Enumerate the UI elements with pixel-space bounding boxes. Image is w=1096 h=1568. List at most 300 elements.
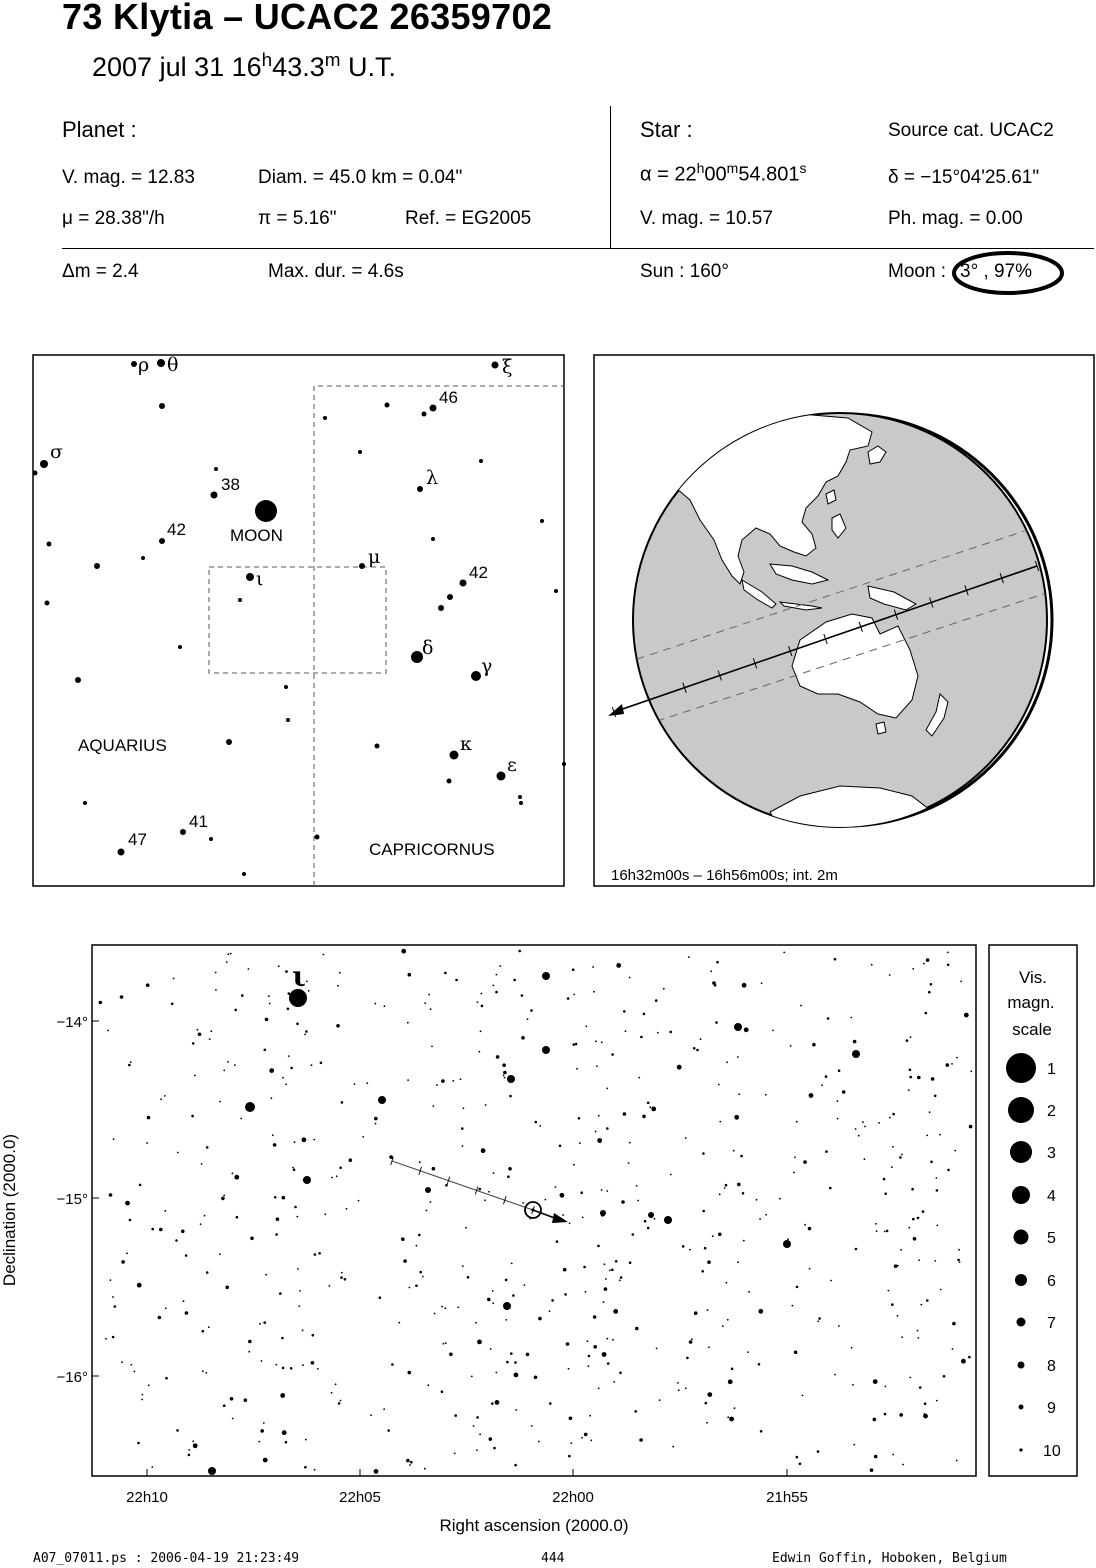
field-star bbox=[223, 1195, 225, 1197]
field-star bbox=[756, 1199, 758, 1201]
field-star bbox=[758, 1363, 761, 1366]
field-star bbox=[521, 994, 524, 997]
field-star bbox=[269, 1003, 271, 1005]
field-star bbox=[794, 1156, 796, 1158]
field-star bbox=[930, 983, 933, 986]
field-star bbox=[389, 1155, 393, 1159]
x-tick-label: 22h10 bbox=[126, 1489, 168, 1506]
field-star bbox=[597, 1245, 600, 1248]
field-star bbox=[146, 983, 150, 987]
field-star bbox=[271, 1097, 273, 1099]
field-star bbox=[604, 1287, 608, 1291]
field-star bbox=[620, 1276, 623, 1279]
field-star bbox=[441, 1306, 443, 1308]
field-star bbox=[445, 1342, 447, 1344]
field-star bbox=[704, 1247, 707, 1250]
field-star bbox=[318, 1252, 321, 1255]
field-star bbox=[581, 1437, 583, 1439]
field-star bbox=[370, 1414, 372, 1416]
field-star bbox=[744, 1027, 749, 1032]
field-star bbox=[889, 974, 891, 976]
field-star bbox=[158, 1316, 162, 1320]
field-star bbox=[183, 1300, 185, 1302]
field-star bbox=[329, 1285, 331, 1287]
field-star bbox=[302, 1329, 304, 1331]
field-star bbox=[924, 1402, 927, 1405]
field-star bbox=[923, 1414, 928, 1419]
field-star bbox=[185, 1311, 189, 1315]
field-star bbox=[936, 1189, 939, 1192]
field-star bbox=[137, 1442, 140, 1445]
field-star bbox=[934, 1260, 936, 1262]
capricornus-text: CAPRICORNUS bbox=[369, 840, 495, 859]
field-star bbox=[176, 1429, 179, 1432]
field-star bbox=[726, 1282, 728, 1284]
field-star bbox=[514, 1361, 517, 1364]
alpha-h: h bbox=[696, 160, 705, 176]
field-star bbox=[511, 1263, 513, 1265]
field-star bbox=[909, 1377, 911, 1379]
field-star bbox=[569, 1223, 571, 1225]
field-star bbox=[696, 1049, 699, 1052]
field-star bbox=[549, 1402, 552, 1405]
field-star bbox=[555, 1186, 557, 1188]
star-bright bbox=[542, 1046, 550, 1054]
field-star bbox=[188, 1454, 191, 1457]
field-star bbox=[954, 1150, 956, 1152]
field-star bbox=[480, 1030, 482, 1032]
legend-label: 7 bbox=[1047, 1315, 1056, 1332]
field-star bbox=[314, 1253, 317, 1256]
field-star bbox=[151, 1228, 154, 1231]
field-star bbox=[274, 1196, 277, 1199]
field-star bbox=[323, 954, 325, 956]
field-star bbox=[829, 1187, 832, 1190]
field-star bbox=[919, 1386, 922, 1389]
field-star bbox=[917, 1330, 919, 1332]
field-star bbox=[968, 1356, 971, 1359]
field-star bbox=[837, 1100, 839, 1102]
field-star bbox=[105, 1338, 107, 1340]
field-star bbox=[606, 1338, 608, 1340]
field-star bbox=[534, 1376, 538, 1380]
field-star bbox=[481, 1148, 486, 1153]
planet-mu: μ = 28.38"/h bbox=[62, 208, 165, 229]
field-star bbox=[422, 1276, 424, 1278]
field-star bbox=[374, 1469, 379, 1474]
field-star bbox=[165, 1307, 167, 1309]
field-star bbox=[733, 1150, 735, 1152]
field-star bbox=[705, 1402, 708, 1405]
field-star bbox=[113, 1138, 115, 1140]
field-star bbox=[112, 1296, 114, 1298]
max-duration: Max. dur. = 4.6s bbox=[268, 261, 404, 282]
field-star bbox=[734, 1407, 736, 1409]
field-star bbox=[908, 1089, 910, 1091]
star-bright bbox=[503, 1302, 511, 1310]
field-star bbox=[611, 1269, 614, 1272]
field-star bbox=[513, 979, 516, 982]
field-star bbox=[197, 1029, 199, 1031]
field-star bbox=[926, 958, 930, 962]
field-star bbox=[638, 1077, 640, 1079]
field-star bbox=[279, 1292, 282, 1295]
field-star bbox=[282, 1196, 286, 1200]
field-star bbox=[632, 1233, 635, 1236]
field-star bbox=[724, 1187, 726, 1189]
label-38: 38 bbox=[221, 475, 240, 494]
field-star bbox=[317, 1368, 319, 1370]
field-star bbox=[606, 1190, 608, 1192]
field-star bbox=[125, 1201, 130, 1206]
field-star bbox=[526, 1353, 530, 1357]
field-star bbox=[452, 1080, 454, 1082]
planet-ref: Ref. = EG2005 bbox=[405, 208, 532, 229]
field-star bbox=[956, 1460, 958, 1462]
field-star bbox=[585, 1291, 587, 1293]
field-star bbox=[426, 1210, 428, 1212]
field-star bbox=[634, 1410, 637, 1413]
field-star bbox=[707, 1309, 709, 1311]
field-star bbox=[964, 1013, 969, 1018]
field-star bbox=[714, 984, 717, 987]
field-star bbox=[294, 1206, 297, 1209]
field-star bbox=[909, 1069, 912, 1072]
field-star bbox=[331, 1392, 333, 1394]
field-star bbox=[331, 1177, 333, 1179]
field-star bbox=[503, 1071, 507, 1075]
field-star bbox=[477, 1001, 479, 1003]
field-star bbox=[290, 1067, 293, 1070]
field-star bbox=[647, 1227, 650, 1230]
field-star bbox=[430, 1008, 432, 1010]
field-star bbox=[837, 1118, 839, 1120]
field-star bbox=[596, 1065, 598, 1067]
field-star bbox=[587, 1340, 589, 1342]
field-star bbox=[725, 1184, 728, 1187]
field-star bbox=[883, 1178, 886, 1181]
hour-unit: h bbox=[261, 50, 273, 71]
field-star bbox=[454, 1414, 457, 1417]
field-star bbox=[651, 1107, 656, 1112]
field-star bbox=[635, 1327, 639, 1331]
field-star bbox=[611, 1053, 614, 1056]
alpha-s: s bbox=[799, 160, 807, 176]
field-star bbox=[165, 1377, 168, 1380]
field-star bbox=[499, 965, 501, 967]
field-star bbox=[902, 1464, 904, 1466]
field-star bbox=[527, 1018, 529, 1020]
field-star bbox=[428, 994, 430, 996]
field-star bbox=[760, 1430, 763, 1433]
field-star bbox=[408, 1371, 412, 1375]
field-star bbox=[530, 1009, 533, 1012]
field-star bbox=[206, 1146, 209, 1149]
field-star bbox=[597, 1138, 602, 1143]
field-star bbox=[391, 1363, 394, 1366]
field-star bbox=[339, 972, 341, 974]
field-star bbox=[427, 1384, 429, 1386]
moon-text: MOON bbox=[230, 526, 283, 545]
star-bright bbox=[664, 1216, 672, 1224]
legend-dot bbox=[1015, 1274, 1027, 1286]
field-star bbox=[727, 1319, 729, 1321]
field-star bbox=[917, 1076, 921, 1080]
field-star bbox=[878, 1122, 880, 1124]
iota-label: ι bbox=[292, 960, 306, 993]
field-star bbox=[461, 1127, 464, 1130]
field-star bbox=[897, 1315, 899, 1317]
field-star bbox=[344, 1278, 347, 1281]
field-star bbox=[572, 968, 575, 971]
field-star bbox=[909, 1076, 912, 1079]
legend-label: 4 bbox=[1047, 1188, 1056, 1205]
field-star bbox=[409, 1464, 411, 1466]
field-star bbox=[495, 1372, 497, 1374]
field-star bbox=[219, 1253, 221, 1255]
field-star bbox=[621, 1200, 625, 1204]
field-star bbox=[643, 1013, 646, 1016]
field-star bbox=[623, 1010, 626, 1013]
field-star bbox=[227, 953, 229, 955]
field-star bbox=[510, 1352, 513, 1355]
field-star bbox=[473, 1425, 475, 1427]
field-star bbox=[802, 1395, 804, 1397]
field-star bbox=[689, 1249, 691, 1251]
field-star bbox=[603, 1301, 605, 1303]
field-star bbox=[625, 1030, 627, 1032]
field-star bbox=[595, 1131, 597, 1133]
star-bright bbox=[378, 1096, 386, 1104]
field-star bbox=[579, 1142, 581, 1144]
field-star bbox=[358, 1200, 360, 1202]
star-delta: δ = −15°04'25.61" bbox=[888, 167, 1040, 188]
field-star bbox=[130, 1364, 132, 1366]
field-star bbox=[185, 1254, 188, 1257]
field-star bbox=[223, 1070, 225, 1072]
field-star bbox=[160, 1098, 162, 1100]
legend-dot bbox=[1006, 1053, 1036, 1083]
field-star bbox=[248, 968, 250, 970]
field-star bbox=[521, 1036, 525, 1040]
field-star bbox=[601, 1189, 603, 1191]
field-star bbox=[476, 1449, 478, 1451]
field-star bbox=[886, 1230, 889, 1233]
x-tick-label: 22h00 bbox=[552, 1489, 594, 1506]
field-star bbox=[809, 1093, 814, 1098]
field-star bbox=[572, 1043, 575, 1046]
field-star bbox=[336, 1024, 340, 1028]
field-star bbox=[234, 1175, 239, 1180]
field-star bbox=[177, 1152, 179, 1154]
star-bright bbox=[425, 1187, 431, 1193]
field-star bbox=[401, 1237, 405, 1241]
field-star bbox=[465, 1227, 467, 1229]
field-star bbox=[512, 1294, 515, 1297]
label-gamma: γ bbox=[481, 655, 493, 677]
field-star bbox=[957, 1259, 960, 1262]
field-star bbox=[308, 990, 310, 992]
field-star bbox=[761, 982, 763, 984]
field-star bbox=[457, 1307, 459, 1309]
field-star bbox=[460, 1078, 462, 1080]
field-star bbox=[120, 995, 124, 999]
field-star bbox=[958, 1249, 960, 1251]
field-star bbox=[434, 1313, 436, 1315]
field-star bbox=[379, 1296, 382, 1299]
field-star bbox=[825, 1075, 828, 1078]
field-star bbox=[917, 1337, 919, 1339]
field-star bbox=[324, 1213, 326, 1215]
field-star bbox=[507, 1175, 510, 1178]
field-star bbox=[701, 1270, 704, 1273]
field-star bbox=[913, 1237, 917, 1241]
label-rho: ρ bbox=[138, 354, 150, 376]
field-star bbox=[502, 1063, 506, 1067]
field-star bbox=[130, 1061, 132, 1063]
footer-page: 444 bbox=[541, 1551, 565, 1566]
aquarius-text: AQUARIUS bbox=[78, 736, 167, 755]
field-star bbox=[663, 988, 665, 990]
field-star bbox=[441, 1390, 444, 1393]
field-star bbox=[210, 1030, 212, 1032]
field-star bbox=[269, 1068, 274, 1073]
field-star bbox=[505, 1319, 507, 1321]
field-star bbox=[796, 1456, 799, 1459]
alpha-prefix: α = 22 bbox=[640, 163, 697, 186]
star-bright bbox=[734, 1023, 742, 1031]
field-star bbox=[481, 1005, 484, 1008]
label-41: 41 bbox=[189, 812, 208, 831]
field-star bbox=[259, 1323, 261, 1325]
field-star bbox=[834, 1374, 836, 1376]
field-star bbox=[288, 1055, 290, 1057]
field-star bbox=[531, 1425, 533, 1427]
legend-label: 2 bbox=[1047, 1103, 1056, 1120]
label-kappa: κ bbox=[460, 733, 472, 755]
moon-value: 3° , 97% bbox=[960, 261, 1033, 282]
field-star bbox=[401, 949, 406, 954]
field-star bbox=[930, 1161, 933, 1164]
legend-dot bbox=[1017, 1318, 1026, 1327]
field-star bbox=[838, 1325, 840, 1327]
field-star bbox=[487, 1298, 491, 1302]
field-star bbox=[282, 1077, 284, 1079]
field-star bbox=[929, 1111, 931, 1113]
page-title: 73 Klytia – UCAC2 26359702 bbox=[62, 0, 553, 37]
field-star bbox=[559, 1145, 562, 1148]
footer-file: A07_07011.ps : 2006-04-19 21:23:49 bbox=[33, 1551, 300, 1566]
field-star bbox=[908, 1227, 910, 1229]
field-star bbox=[302, 1137, 307, 1142]
field-star bbox=[403, 1259, 407, 1263]
field-star bbox=[467, 1276, 470, 1279]
field-star bbox=[304, 1466, 307, 1469]
field-star bbox=[200, 1223, 202, 1225]
field-star bbox=[874, 1455, 878, 1459]
field-star bbox=[164, 1095, 166, 1097]
field-star bbox=[747, 1351, 749, 1353]
field-star bbox=[569, 1417, 573, 1421]
field-star bbox=[198, 1033, 202, 1037]
field-star bbox=[522, 1202, 524, 1204]
field-star bbox=[740, 1155, 743, 1158]
field-star bbox=[892, 1113, 895, 1116]
field-star bbox=[884, 1192, 887, 1195]
field-star bbox=[873, 1379, 878, 1384]
field-star bbox=[862, 1121, 864, 1123]
field-star bbox=[263, 1321, 266, 1324]
legend-dot bbox=[1019, 1448, 1022, 1451]
field-star bbox=[409, 1287, 411, 1289]
field-star bbox=[387, 1429, 390, 1432]
field-star bbox=[508, 1167, 512, 1171]
field-star bbox=[960, 981, 962, 983]
field-star bbox=[568, 1368, 570, 1370]
field-star bbox=[314, 1469, 316, 1471]
star-bright bbox=[600, 1210, 606, 1216]
field-star bbox=[918, 1259, 920, 1261]
field-star bbox=[354, 1083, 356, 1085]
field-star bbox=[623, 1112, 627, 1116]
field-star bbox=[490, 1348, 492, 1350]
field-star bbox=[707, 1260, 711, 1264]
field-star bbox=[796, 1121, 798, 1123]
field-star bbox=[476, 1416, 479, 1419]
field-star bbox=[923, 963, 925, 965]
field-star bbox=[285, 970, 288, 973]
field-star bbox=[518, 950, 521, 953]
source-catalog: Source cat. UCAC2 bbox=[888, 120, 1054, 141]
field-star bbox=[492, 1302, 494, 1304]
field-star bbox=[727, 1416, 729, 1418]
field-star bbox=[275, 1364, 277, 1366]
field-star bbox=[588, 1365, 590, 1367]
legend-label: 3 bbox=[1047, 1145, 1056, 1162]
field-star bbox=[917, 1217, 920, 1220]
planet-heading: Planet : bbox=[62, 117, 137, 142]
field-star bbox=[677, 1382, 679, 1384]
field-star bbox=[808, 1227, 812, 1231]
field-star bbox=[223, 1404, 226, 1407]
field-star bbox=[489, 1437, 493, 1441]
field-star bbox=[433, 1105, 435, 1107]
field-star bbox=[640, 1036, 643, 1039]
field-star bbox=[191, 1115, 194, 1118]
field-star bbox=[340, 1400, 342, 1402]
field-star bbox=[891, 1303, 894, 1306]
field-star bbox=[855, 1128, 857, 1130]
field-star bbox=[613, 1381, 615, 1383]
field-star bbox=[496, 1055, 500, 1059]
field-star bbox=[298, 1305, 300, 1307]
field-star bbox=[593, 1345, 597, 1349]
field-star bbox=[278, 965, 280, 967]
field-star bbox=[181, 1230, 185, 1234]
field-star bbox=[702, 1152, 705, 1155]
field-star bbox=[567, 997, 570, 1000]
field-star bbox=[961, 1359, 966, 1364]
field-star bbox=[515, 1409, 517, 1411]
field-star bbox=[109, 1193, 113, 1197]
field-star bbox=[311, 1361, 315, 1365]
field-star bbox=[897, 1265, 899, 1267]
legend-dot bbox=[1008, 1097, 1034, 1123]
field-star bbox=[607, 1362, 610, 1365]
field-star bbox=[855, 1248, 858, 1251]
field-star bbox=[383, 1408, 385, 1410]
legend-label: 9 bbox=[1047, 1400, 1056, 1417]
